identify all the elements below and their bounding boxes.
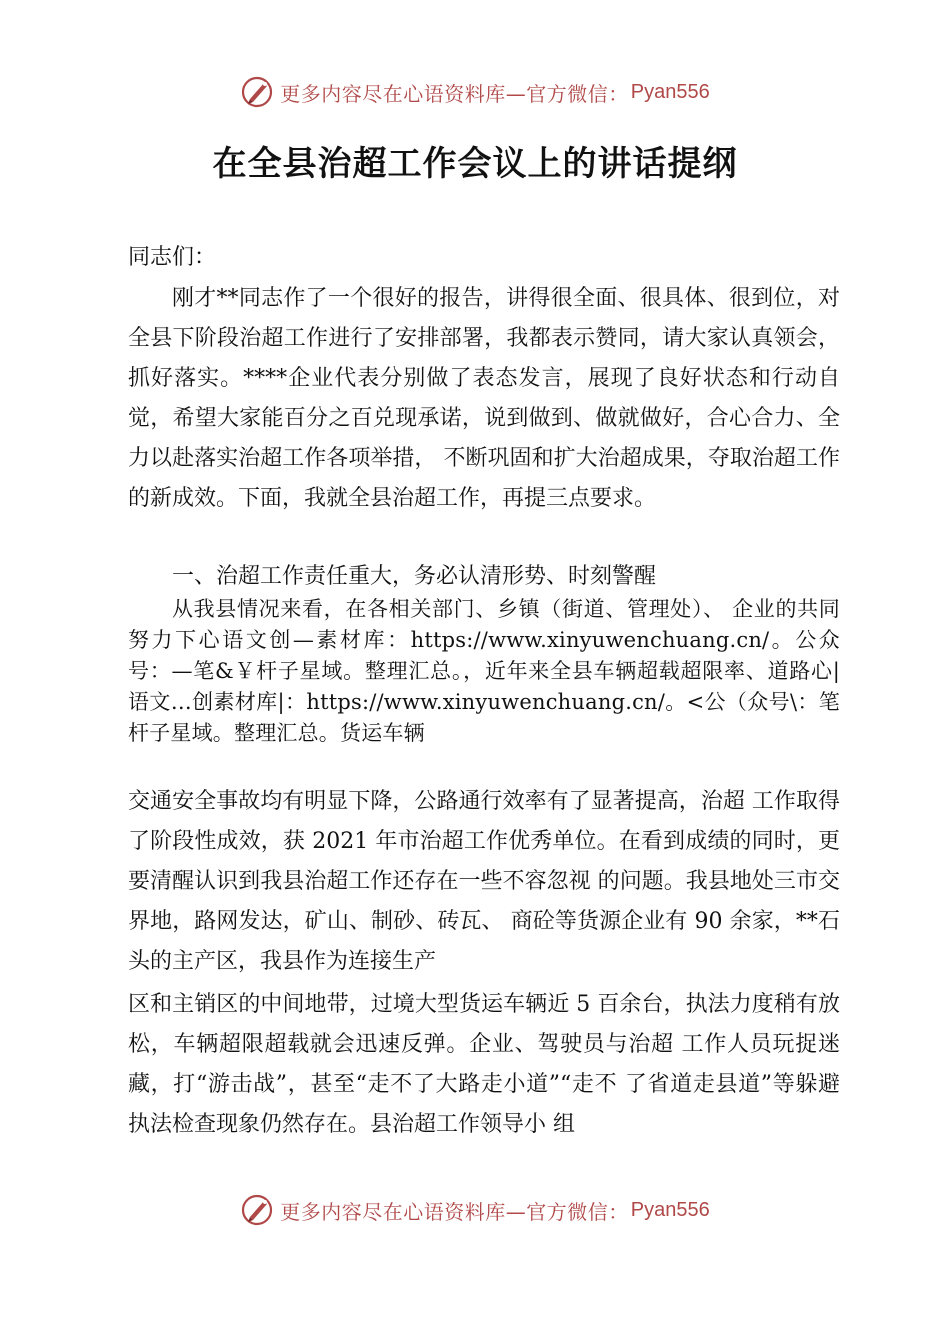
watermark-text: 更多内容尽在心语资料库—官方微信： [280,1199,629,1224]
paragraph-2: 从我县情况来看，在各相关部门、乡镇（街道、管理处）、 企业的共同努力下心语文创—素材库：https://www.xinyuwenchuang.cn/。公众号：—笔&￥杆子星域。整理汇总。，近年来全县车辆超载超限率、道路心|语文…创素材库|：https://www.xinyuwenchuang.cn/。<公（众号\：笔杆子星域。整理汇总。货运车辆 [128,597,840,745]
watermark-text: 更多内容尽在心语资料库—官方微信： [280,81,629,106]
pen-logo-icon [240,1193,274,1227]
paragraph-3: 交通安全事故均有明显下降，公路通行效率有了显著提高，治超 工作取得了阶段性成效，获 2021 年市治超工作优秀单位。在看到成绩的同时，更要清醒认识到我县治超工作还存在一些不容忽视 的问题。我县地处三市交界地，路网发达，矿山、制砂、砖瓦、 商砼等货源企业有 90 余家，**石头的主产区，我县作为连接生产 [128,789,840,974]
section-heading-1: 一、治超工作责任重大，务必认清形势、时刻警醒 [172,564,657,589]
paragraph-1: 刚才**同志作了一个很好的报告，讲得很全面、很具体、很到位，对全县下阶段治超工作进行了安排部署，我都表示赞同，请大家认真领会，抓好落实。****企业代表分别做了表态发言，展现了良好状态和行动自觉，希望大家能百分之百兑现承诺，说到做到、做就做好，合心合力、全力以赴落实治超工作各项举措， 不断巩固和扩大治超成果，夺取治超工作的新成效。下面，我就全县治超工作，再提三点要求。 [128,286,840,511]
wechat-id: Pyan556 [630,80,710,103]
pen-logo-icon [240,75,274,109]
paragraph-4: 区和主销区的中间地带，过境大型货运车辆近 5 百余台，执法力度稍有放松，车辆超限超载就会迅速反弹。企业、驾驶员与治超 工作人员玩捉迷藏，打“游击战”，甚至“走不了大路走小道”“走不 了省道走县道”等躲避执法检查现象仍然存在。县治超工作领导小 组 [128,992,840,1137]
wechat-id: Pyan556 [630,1198,710,1221]
watermark-header [0,72,950,112]
document-title: 在全县治超工作会议上的讲话提纲 [212,144,738,184]
greeting: 同志们： [128,245,217,270]
watermark-footer [0,1190,950,1230]
